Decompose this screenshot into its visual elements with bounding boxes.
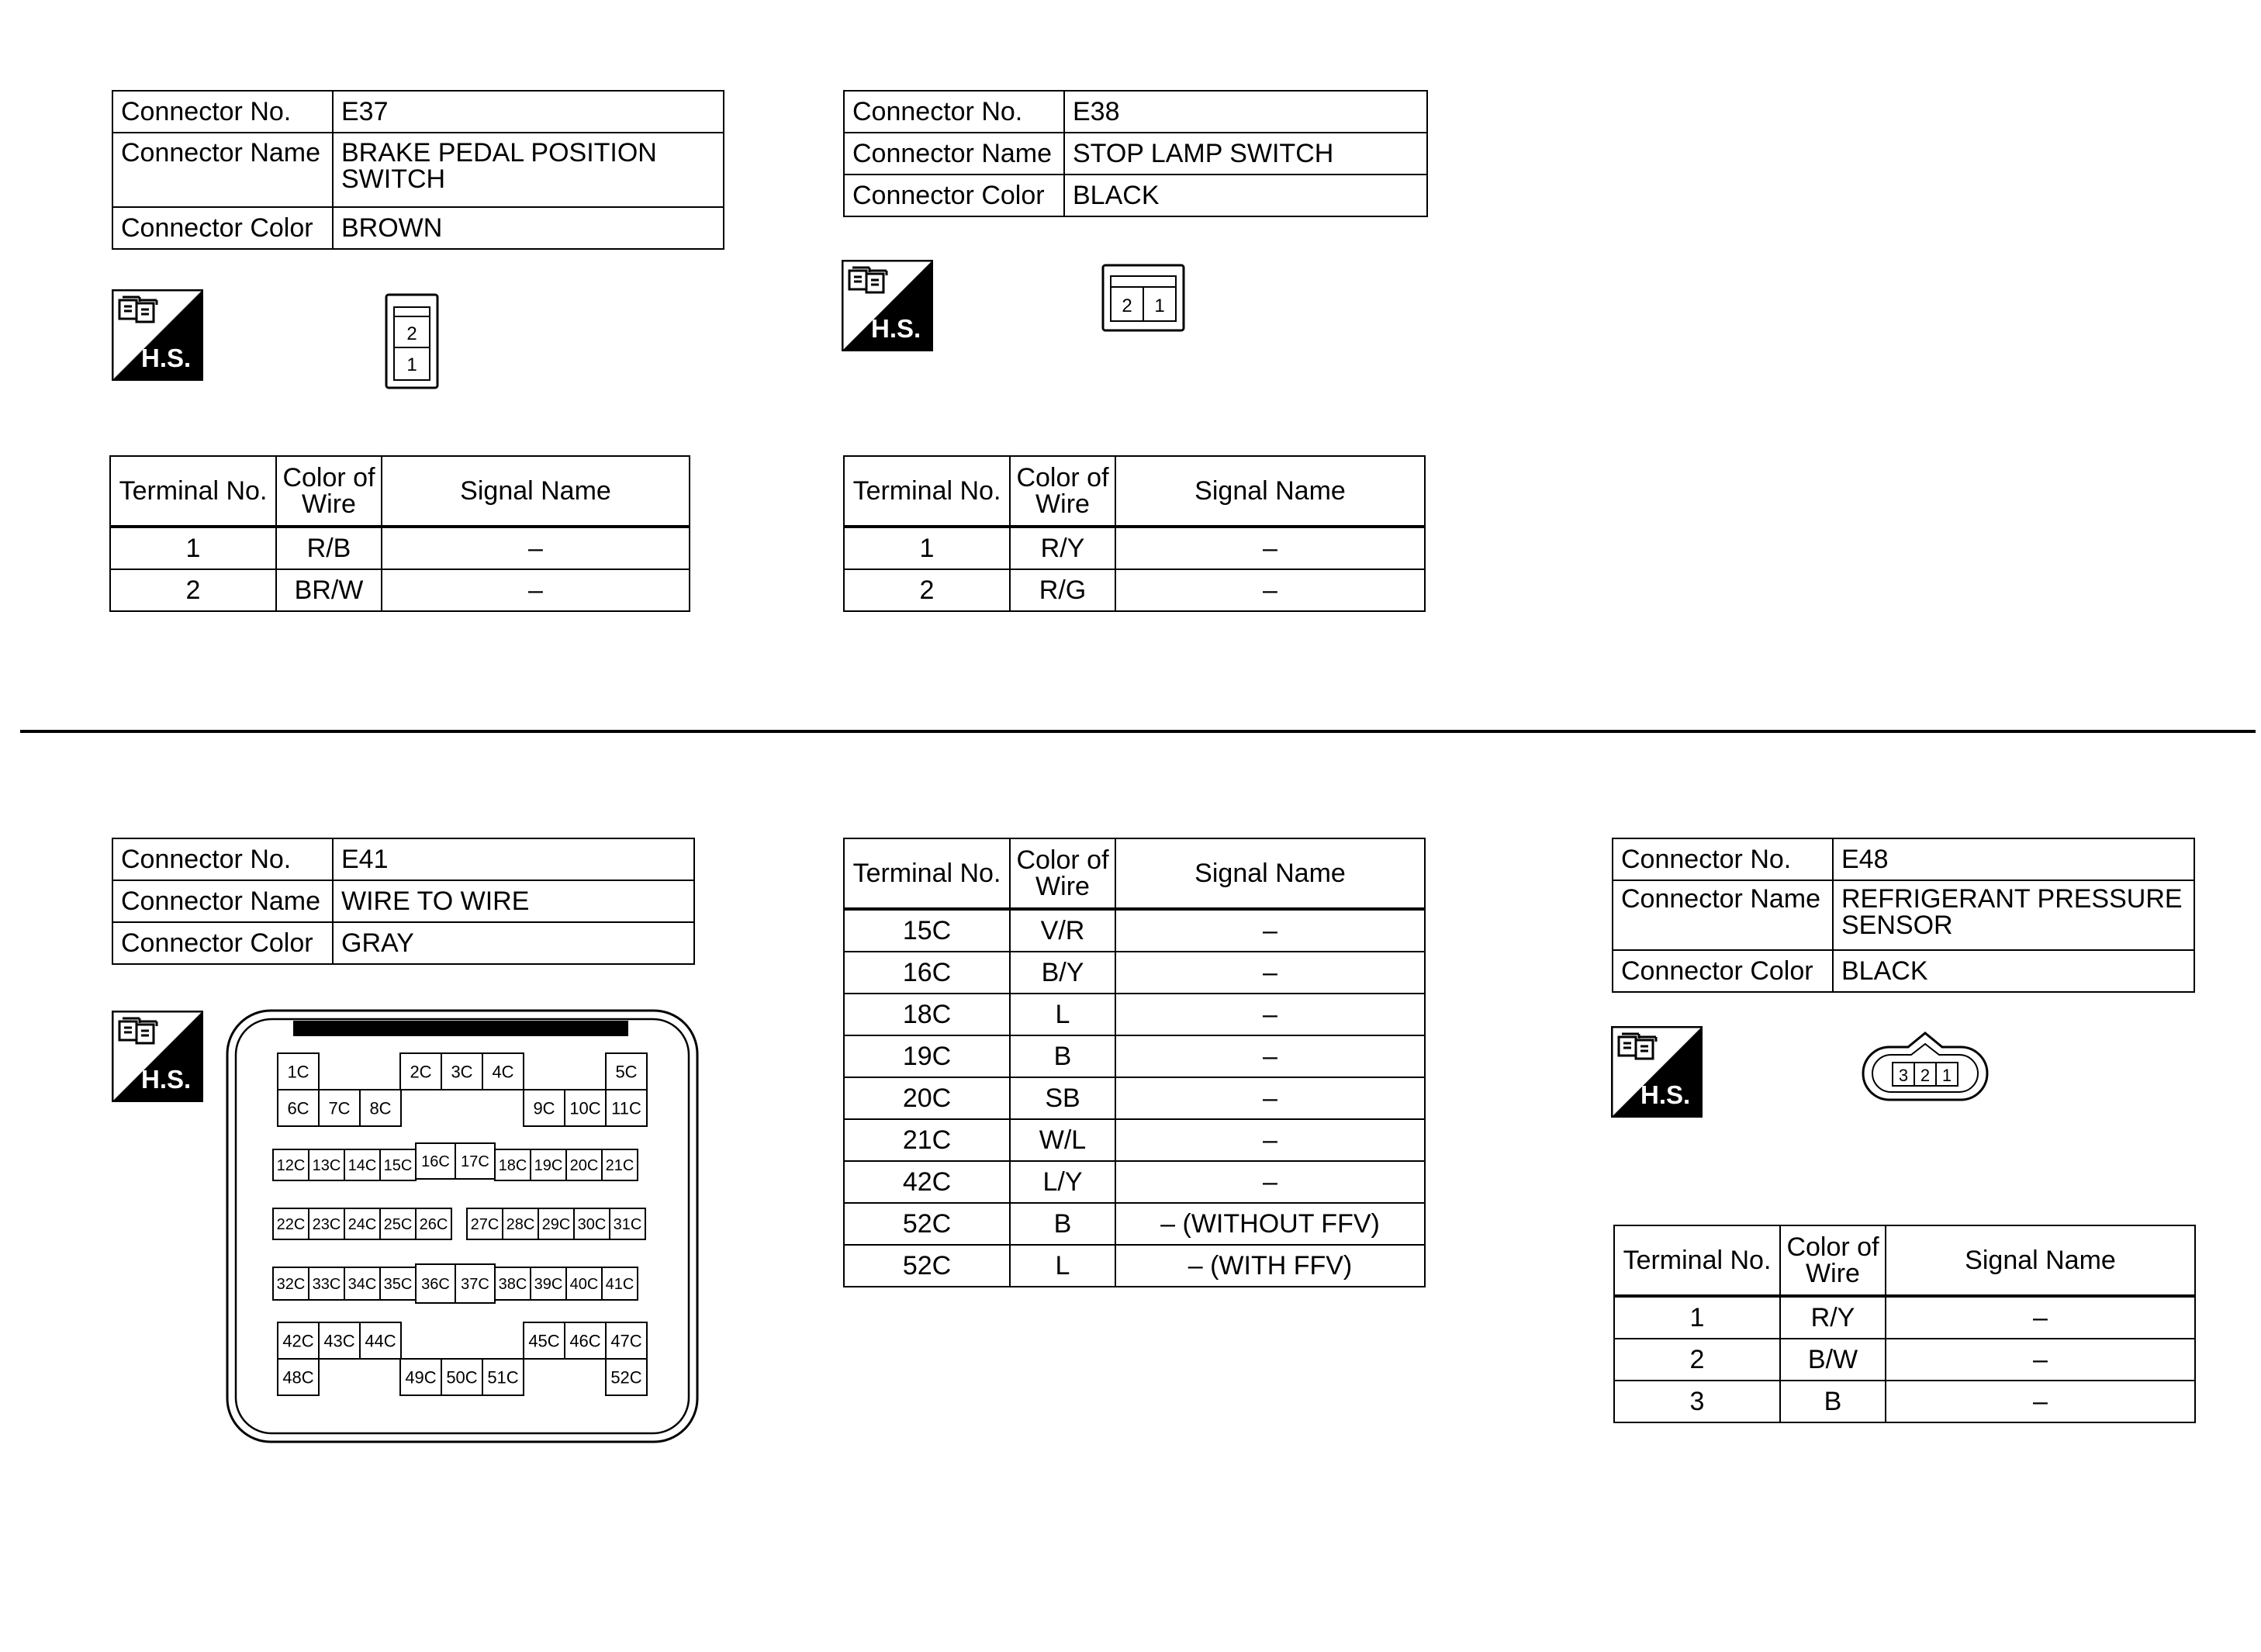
- wire-color-cell: R/G: [1010, 569, 1115, 611]
- e41-pin-label: 37C: [461, 1276, 489, 1294]
- e48-pin-2: 2: [1920, 1066, 1931, 1085]
- e48-connector-color-value: BLACK: [1833, 950, 2194, 992]
- color-of-wire-header-line1: Color of: [1786, 1232, 1879, 1262]
- color-of-wire-header-line1: Color of: [1016, 463, 1109, 492]
- e38-connector-no-value: E38: [1064, 91, 1427, 133]
- e41-pin-label: 14C: [347, 1157, 377, 1175]
- e41-pin: [524, 1090, 565, 1126]
- signal-name-header: Signal Name: [1886, 1225, 2195, 1296]
- e41-pin: [566, 1267, 602, 1300]
- terminal-no-cell: 1: [110, 527, 276, 569]
- e41-pin: [273, 1208, 309, 1239]
- terminal-no-cell: 16C: [844, 952, 1010, 994]
- hs-connector-icon: [842, 260, 933, 351]
- e41-pin-label: 51C: [487, 1367, 519, 1388]
- connector-color-label: Connector Color: [112, 922, 333, 964]
- connector-no-label: Connector No.: [112, 91, 333, 133]
- e41-pin: [531, 1267, 566, 1300]
- terminal-no-cell: 1: [844, 527, 1010, 569]
- table-row: [844, 1035, 1425, 1077]
- e37-connector-no-row: [112, 91, 724, 133]
- wire-color-cell: R/B: [276, 527, 382, 569]
- e41-pin: [602, 1149, 638, 1180]
- e41-pin: [380, 1267, 416, 1300]
- signal-name-cell: –: [1115, 952, 1425, 994]
- terminal-no-cell: 42C: [844, 1161, 1010, 1203]
- e41-pin: [416, 1208, 451, 1239]
- color-of-wire-header: [1780, 1225, 1886, 1296]
- terminal-no-cell: 2: [110, 569, 276, 611]
- wire-color-cell: B/Y: [1010, 952, 1115, 994]
- e41-pin-label: 33C: [312, 1276, 341, 1294]
- signal-name-cell: –: [1115, 1077, 1425, 1119]
- terminal-no-cell: 2: [1614, 1339, 1780, 1381]
- e41-pin: [344, 1267, 380, 1300]
- e48-connector-name-line1: REFRIGERANT PRESSURE: [1841, 884, 2183, 914]
- table-row: [844, 909, 1425, 952]
- e41-terminal-table: [843, 838, 1426, 1287]
- hs-connector-icon: [112, 289, 203, 381]
- e41-pin: [360, 1090, 401, 1126]
- e41-pin: [482, 1359, 524, 1395]
- e41-pin: [606, 1322, 647, 1359]
- e37-connector-no-value: E37: [333, 91, 724, 133]
- e38-terminal-table: [843, 455, 1426, 612]
- terminal-no-cell: 19C: [844, 1035, 1010, 1077]
- hs-icon-label: H.S.: [141, 1065, 192, 1094]
- terminal-table-header: [844, 838, 1425, 909]
- wire-color-cell: SB: [1010, 1077, 1115, 1119]
- terminal-no-cell: 52C: [844, 1203, 1010, 1245]
- e41-pin-label: 6C: [287, 1098, 309, 1118]
- color-of-wire-header-line1: Color of: [282, 463, 375, 492]
- terminal-no-cell: 52C: [844, 1245, 1010, 1287]
- e41-pin: [309, 1208, 344, 1239]
- e41-pin: [495, 1267, 531, 1300]
- color-of-wire-header-line2: Wire: [1806, 1259, 1860, 1288]
- e41-pin-label: 24C: [347, 1216, 377, 1234]
- e41-pin-label: 11C: [611, 1098, 641, 1118]
- e41-connector-no-row: [112, 838, 694, 880]
- wire-color-cell: L: [1010, 1245, 1115, 1287]
- e41-pin: [606, 1053, 647, 1090]
- e41-pin-label: 16C: [421, 1153, 450, 1171]
- table-row: [844, 1119, 1425, 1161]
- table-row: [844, 1245, 1425, 1287]
- e41-pin: [606, 1090, 647, 1126]
- e41-pin-label: 49C: [405, 1367, 437, 1388]
- e41-pin-label: 10C: [569, 1098, 601, 1118]
- e41-pin: [278, 1090, 319, 1126]
- e41-pin: [319, 1090, 360, 1126]
- terminal-no-header: Terminal No.: [1614, 1225, 1780, 1296]
- signal-name-cell: –: [382, 527, 690, 569]
- e41-pin-label: 52C: [610, 1367, 642, 1388]
- e41-pin: [455, 1264, 495, 1303]
- e41-pin: [273, 1267, 309, 1300]
- e48-connector-face: [1858, 1030, 1992, 1103]
- terminal-no-cell: 2: [844, 569, 1010, 611]
- e41-pin: [278, 1359, 319, 1395]
- e38-connector-name-row: [844, 133, 1427, 175]
- terminal-no-cell: 15C: [844, 909, 1010, 952]
- e41-pin: [495, 1149, 531, 1180]
- e41-pin-label: 40C: [569, 1276, 599, 1294]
- e41-pin-label: 20C: [569, 1157, 599, 1175]
- terminal-no-cell: 21C: [844, 1119, 1010, 1161]
- e41-pin: [278, 1322, 319, 1359]
- e41-pin-label: 46C: [569, 1331, 601, 1351]
- e41-pin-label: 32C: [276, 1276, 306, 1294]
- e41-pin-label: 8C: [369, 1098, 392, 1118]
- color-of-wire-header-line2: Wire: [302, 489, 356, 519]
- wire-color-cell: W/L: [1010, 1119, 1115, 1161]
- connector-no-label: Connector No.: [112, 838, 333, 880]
- e41-pin-label: 42C: [282, 1331, 314, 1351]
- e41-pin-label: 17C: [461, 1153, 489, 1171]
- e41-pin: [531, 1149, 566, 1180]
- signal-name-cell: –: [1115, 1161, 1425, 1203]
- e41-pin: [400, 1359, 441, 1395]
- e41-pin-label: 31C: [613, 1216, 642, 1234]
- e41-pin: [278, 1053, 319, 1090]
- e48-pin-1: 1: [1941, 1066, 1952, 1085]
- e41-pin-label: 28C: [506, 1216, 535, 1234]
- e37-connector-color-value: BROWN: [333, 207, 724, 249]
- e41-pin: [482, 1053, 524, 1090]
- e37-terminal-table: [109, 455, 690, 612]
- e41-pin-label: 43C: [323, 1331, 355, 1351]
- connector-name-label: Connector Name: [1613, 880, 1833, 950]
- e41-pin-label: 3C: [451, 1062, 473, 1082]
- table-row: [1614, 1381, 2195, 1422]
- wire-color-cell: R/Y: [1780, 1296, 1886, 1339]
- color-of-wire-header: [1010, 456, 1115, 527]
- e41-pin: [610, 1208, 645, 1239]
- e41-pin-label: 29C: [541, 1216, 571, 1234]
- connector-color-label: Connector Color: [112, 207, 333, 249]
- signal-name-header: Signal Name: [382, 456, 690, 527]
- connector-name-label: Connector Name: [844, 133, 1064, 175]
- signal-name-cell: –: [1886, 1339, 2195, 1381]
- e41-pin: [602, 1267, 638, 1300]
- signal-name-cell: –: [1115, 1035, 1425, 1077]
- e41-pin-label: 44C: [365, 1331, 396, 1351]
- table-row: [844, 994, 1425, 1035]
- e41-pin-label: 36C: [421, 1276, 450, 1294]
- e41-pin: [400, 1053, 441, 1090]
- e41-pin-label: 41C: [605, 1276, 634, 1294]
- connector-name-label: Connector Name: [112, 880, 333, 922]
- terminal-no-header: Terminal No.: [844, 838, 1010, 909]
- wire-color-cell: B/W: [1780, 1339, 1886, 1381]
- table-row: [110, 569, 690, 611]
- terminal-no-cell: 1: [1614, 1296, 1780, 1339]
- e41-pin: [606, 1359, 647, 1395]
- signal-name-cell: – (WITH FFV): [1115, 1245, 1425, 1287]
- signal-name-cell: –: [1115, 569, 1425, 611]
- signal-name-cell: – (WITHOUT FFV): [1115, 1203, 1425, 1245]
- e37-pin-1: 1: [406, 354, 417, 375]
- terminal-no-header: Terminal No.: [844, 456, 1010, 527]
- color-of-wire-header-line1: Color of: [1016, 845, 1109, 875]
- e41-pin-label: 48C: [282, 1367, 314, 1388]
- e41-pin: [416, 1143, 455, 1179]
- connector-color-label: Connector Color: [844, 175, 1064, 216]
- e48-pin-3: 3: [1898, 1066, 1909, 1085]
- signal-name-cell: –: [1886, 1296, 2195, 1339]
- e41-pin-label: 12C: [276, 1157, 306, 1175]
- wire-color-cell: B: [1780, 1381, 1886, 1422]
- wire-color-cell: L: [1010, 994, 1115, 1035]
- table-row: [844, 1203, 1425, 1245]
- e38-connector-color-row: [844, 175, 1427, 216]
- terminal-no-cell: 3: [1614, 1381, 1780, 1422]
- table-row: [844, 1077, 1425, 1119]
- e48-connector-no-row: [1613, 838, 2194, 880]
- e48-connector-info-table: [1612, 838, 2195, 993]
- e41-pin: [319, 1322, 360, 1359]
- e48-connector-no-value: E48: [1833, 838, 2194, 880]
- e48-terminal-table: [1613, 1225, 2196, 1423]
- table-row: [110, 527, 690, 569]
- e38-connector-info-table: [843, 90, 1428, 217]
- e41-pin-label: 50C: [446, 1367, 478, 1388]
- terminal-table-header: [1614, 1225, 2195, 1296]
- table-row: [1614, 1339, 2195, 1381]
- e41-pin: [574, 1208, 610, 1239]
- e41-connector-no-value: E41: [333, 838, 694, 880]
- e41-pin-label: 38C: [498, 1276, 527, 1294]
- terminal-no-cell: 18C: [844, 994, 1010, 1035]
- e41-pin: [467, 1208, 503, 1239]
- signal-name-header: Signal Name: [1115, 838, 1425, 909]
- hs-icon-label: H.S.: [141, 344, 192, 372]
- e38-pin-2: 2: [1122, 295, 1132, 316]
- e37-connector-name-value: [333, 133, 724, 207]
- e38-connector-no-row: [844, 91, 1427, 133]
- e41-connector-color-value: GRAY: [333, 922, 694, 964]
- e38-pin-1: 1: [1154, 295, 1165, 316]
- terminal-table-header: [844, 456, 1425, 527]
- terminal-table-header: [110, 456, 690, 527]
- e41-pin: [344, 1208, 380, 1239]
- terminal-no-cell: 20C: [844, 1077, 1010, 1119]
- e41-pin: [344, 1149, 380, 1180]
- e41-pin: [380, 1208, 416, 1239]
- e41-connector-color-row: [112, 922, 694, 964]
- e41-pin: [416, 1264, 455, 1303]
- e41-pin-label: 26C: [419, 1216, 448, 1234]
- e41-pin: [360, 1322, 401, 1359]
- wire-color-cell: B: [1010, 1035, 1115, 1077]
- e41-pin-label: 18C: [498, 1157, 527, 1175]
- e41-pin-label: 39C: [534, 1276, 563, 1294]
- table-row: [844, 952, 1425, 994]
- wire-color-cell: R/Y: [1010, 527, 1115, 569]
- e41-pin-label: 7C: [328, 1098, 351, 1118]
- e48-connector-name-line2: SENSOR: [1841, 911, 1953, 940]
- e41-pin-label: 21C: [605, 1157, 634, 1175]
- e41-pin: [503, 1208, 538, 1239]
- signal-name-header: Signal Name: [1115, 456, 1425, 527]
- signal-name-cell: –: [382, 569, 690, 611]
- color-of-wire-header: [1010, 838, 1115, 909]
- e37-connector-face: [385, 293, 439, 389]
- e41-connector-name-row: [112, 880, 694, 922]
- e48-connector-name-row: [1613, 880, 2194, 950]
- e41-pin: [380, 1149, 416, 1180]
- signal-name-cell: –: [1115, 994, 1425, 1035]
- e41-connector-name-value: WIRE TO WIRE: [333, 880, 694, 922]
- e48-connector-name-value: [1833, 880, 2194, 950]
- e41-pin: [441, 1359, 482, 1395]
- e41-pin-label: 15C: [383, 1157, 413, 1175]
- signal-name-cell: –: [1115, 527, 1425, 569]
- hs-icon-label: H.S.: [871, 314, 921, 343]
- e41-pin: [309, 1267, 344, 1300]
- e41-pin-label: 25C: [383, 1216, 413, 1234]
- table-row: [844, 1161, 1425, 1203]
- table-row: [1614, 1296, 2195, 1339]
- hs-icon-label: H.S.: [1640, 1080, 1691, 1109]
- connector-no-label: Connector No.: [844, 91, 1064, 133]
- e38-connector-color-value: BLACK: [1064, 175, 1427, 216]
- e41-pin-label: 23C: [312, 1216, 341, 1234]
- hs-connector-icon: [1611, 1026, 1703, 1118]
- wire-color-cell: B: [1010, 1203, 1115, 1245]
- e41-pin: [273, 1149, 309, 1180]
- e41-pin: [565, 1322, 606, 1359]
- e37-connector-name-line1: BRAKE PEDAL POSITION: [341, 138, 657, 168]
- e41-pin-label: 35C: [383, 1276, 413, 1294]
- e41-pin: [309, 1149, 344, 1180]
- e37-connector-name-row: [112, 133, 724, 207]
- section-divider: [20, 730, 2256, 733]
- signal-name-cell: –: [1886, 1381, 2195, 1422]
- hs-connector-icon: [112, 1011, 203, 1102]
- connector-color-label: Connector Color: [1613, 950, 1833, 992]
- e38-connector-face: [1101, 264, 1185, 332]
- e41-pin: [538, 1208, 574, 1239]
- e41-connector-info-table: [112, 838, 695, 965]
- e37-pin-2: 2: [406, 323, 417, 344]
- e48-connector-color-row: [1613, 950, 2194, 992]
- e41-pin-label: 4C: [492, 1062, 514, 1082]
- e41-pin-label: 47C: [610, 1331, 642, 1351]
- e41-pin-label: 30C: [577, 1216, 607, 1234]
- wire-color-cell: BR/W: [276, 569, 382, 611]
- e38-connector-name-value: STOP LAMP SWITCH: [1064, 133, 1427, 175]
- e41-pin: [566, 1149, 602, 1180]
- e41-pin: [565, 1090, 606, 1126]
- e41-pin-label: 1C: [287, 1062, 309, 1082]
- e41-pin-label: 19C: [534, 1157, 563, 1175]
- e41-pin: [441, 1053, 482, 1090]
- table-row: [844, 527, 1425, 569]
- e41-pin-label: 2C: [410, 1062, 432, 1082]
- e41-pin: [455, 1143, 495, 1179]
- e37-connector-name-line2: SWITCH: [341, 164, 446, 194]
- color-of-wire-header-line2: Wire: [1035, 489, 1090, 519]
- e41-pin-label: 45C: [528, 1331, 560, 1351]
- signal-name-cell: –: [1115, 1119, 1425, 1161]
- terminal-no-header: Terminal No.: [110, 456, 276, 527]
- wire-color-cell: V/R: [1010, 909, 1115, 952]
- e41-connector-face: [225, 1008, 700, 1444]
- e41-pin-label: 34C: [347, 1276, 377, 1294]
- color-of-wire-header-line2: Wire: [1035, 872, 1090, 901]
- signal-name-cell: –: [1115, 909, 1425, 952]
- e41-pin-label: 13C: [312, 1157, 341, 1175]
- e41-pin-label: 27C: [470, 1216, 500, 1234]
- connector-no-label: Connector No.: [1613, 838, 1833, 880]
- e41-pin: [524, 1322, 565, 1359]
- connector-name-label: Connector Name: [112, 133, 333, 207]
- e41-pin-label: 9C: [533, 1098, 555, 1118]
- e41-pin-label: 5C: [615, 1062, 638, 1082]
- color-of-wire-header: [276, 456, 382, 527]
- table-row: [844, 569, 1425, 611]
- e37-connector-info-table: [112, 90, 724, 250]
- e37-connector-color-row: [112, 207, 724, 249]
- e41-pin-label: 22C: [276, 1216, 306, 1234]
- wire-color-cell: L/Y: [1010, 1161, 1115, 1203]
